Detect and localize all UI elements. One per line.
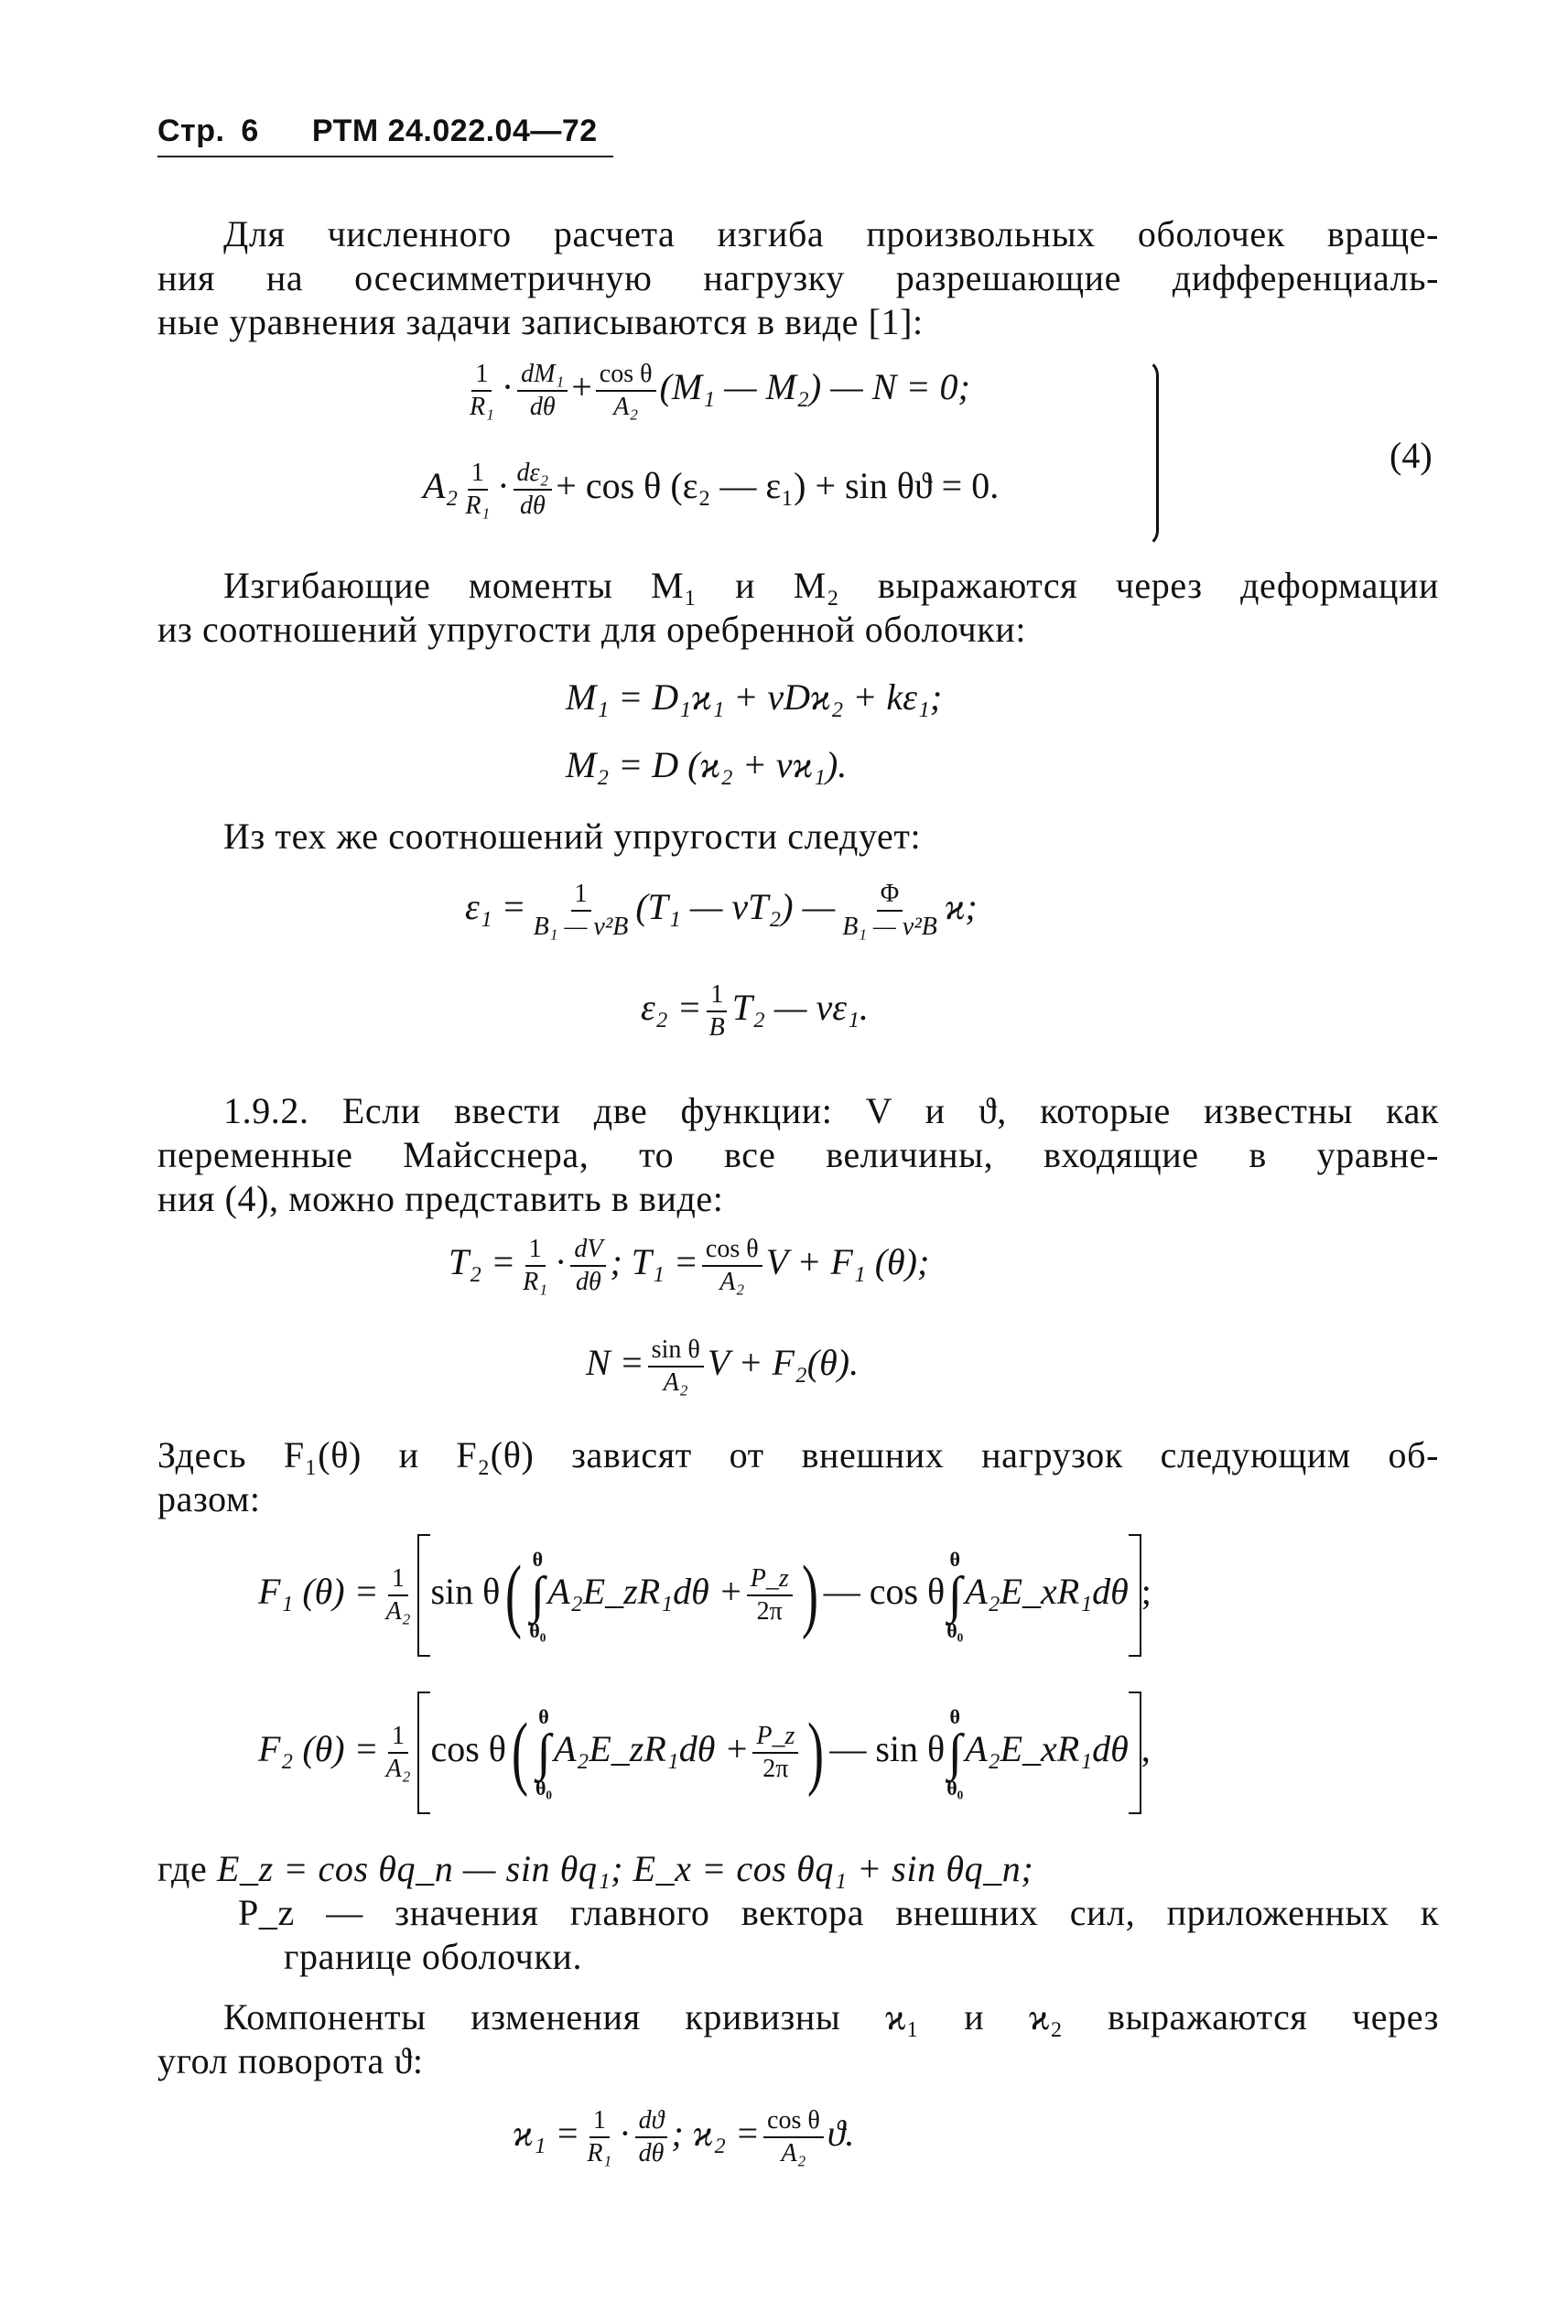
text-line: из соотношений упругости для оребренной оболочки: xyxy=(157,609,1027,650)
right-brace xyxy=(1140,359,1159,547)
paragraph-moments xyxy=(157,564,1439,652)
fraction: $\frac{1}{\text{A₂}}$ xyxy=(385,1564,411,1626)
text-line: P_z — значения главного вектора внешних сил, приложенных к xyxy=(238,1892,1439,1933)
paragraph-loads xyxy=(157,1433,1439,1521)
fraction: $\frac{\Phi}{\text{B₁ — ν²B}}$ xyxy=(842,880,937,941)
equation-eps1: ε₁ = $\frac{1}{\text{B₁ — ν²B}}$ (T₁ — νT₂) — $\frac{\Phi}{\text{B₁ — ν²B}}$ ϰ; xyxy=(465,880,978,941)
fraction: $\frac{\text{cos θ}}{\text{A₂}}$ xyxy=(596,359,656,423)
equation-4-line-1: $\frac{1}{\text{R₁}}$ · $\frac{\text{dM₁}}{d\theta}$ + $\frac{\text{cos θ}}{\text{A₂}}$ (M₁ — M₂) — N = 0; xyxy=(462,359,970,423)
text-line: Из тех же соотношений упругости следует: xyxy=(223,816,922,857)
fraction: $\frac{1}{\text{R₁}}$ xyxy=(523,1235,547,1296)
fraction: $\frac{dϑ}{d\theta}$ xyxy=(635,2105,668,2169)
left-paren: ( xyxy=(505,1550,523,1640)
equation-n: N = $\frac{\text{sin θ}}{\text{A₂}}$ V + F₂(θ). xyxy=(586,1335,860,1397)
where-block xyxy=(157,1847,1439,1979)
fraction: $\frac{1}{\text{R₁}}$ xyxy=(470,360,494,421)
paragraph-elasticity xyxy=(157,815,1439,859)
text-line: разом: xyxy=(157,1478,261,1519)
paragraph-curvature xyxy=(157,1995,1439,2083)
integral-sign: θ ∫ θ₀ xyxy=(946,1548,964,1642)
integral-sign: θ ∫ θ₀ xyxy=(535,1705,553,1800)
document-code: РТМ 24.022.04—72 xyxy=(311,113,598,148)
right-paren: ) xyxy=(801,1550,818,1640)
header-rule xyxy=(157,156,613,157)
right-bracket xyxy=(1129,1692,1141,1814)
fraction: $\frac{P\_z}{2\pi}$ xyxy=(752,1721,798,1785)
right-bracket xyxy=(1129,1534,1141,1657)
equation-t: T₂ = $\frac{1}{\text{R₁}}$ · $\frac{dV}{d\theta}$ ; T₁ = $\frac{\text{cos θ}}{\text{A₂}}$ V + F₁ (θ); xyxy=(449,1235,930,1296)
text-line: переменные Майсснера, то все величины, входящие в уравне- xyxy=(157,1134,1439,1175)
text-line: ния на осесимметричную нагрузку разрешающие дифференциаль- xyxy=(157,257,1439,298)
fraction: $\frac{1}{\text{B₁ — ν²B}}$ xyxy=(533,880,629,941)
text-line: ния (4), можно представить в виде: xyxy=(157,1178,724,1219)
integral-sign: θ ∫ θ₀ xyxy=(946,1705,964,1800)
fraction: $\frac{1}{\text{A₂}}$ xyxy=(385,1722,411,1783)
fraction: $\frac{1}{B}$ xyxy=(706,979,729,1043)
text-line: Компоненты изменения кривизны ϰ₁ и ϰ₂ выражаются через xyxy=(223,1996,1439,2038)
left-bracket xyxy=(417,1534,430,1657)
fraction: $\frac{dV}{d\theta}$ xyxy=(570,1234,606,1298)
equation-4-line-2: A₂ $\frac{1}{\text{R₁}}$ · $\frac{\text{dε₂}}{d\theta}$ + cos θ (ε₂ — ε₁) + sin θϑ = 0. xyxy=(423,459,1000,520)
equation-text: (M₁ — M₂) — N = 0; xyxy=(659,366,970,408)
text-line: где E_z = cos θq_n — sin θq₁; E_x = cos θq₁ + sin θq_n; xyxy=(157,1848,1034,1889)
equation-eps2: ε₂ = $\frac{1}{B}$ T₂ — νε₁. xyxy=(641,980,869,1042)
paragraph-meissner xyxy=(157,1089,1439,1221)
fraction: $\frac{1}{\text{R₁}}$ xyxy=(465,459,491,520)
fraction: $\frac{1}{\text{R₁}}$ xyxy=(587,2106,612,2167)
fraction: $\frac{P\_z}{2\pi}$ xyxy=(747,1563,793,1627)
page-label: Стр. xyxy=(157,113,225,148)
equation-m2: M₂ = D (ϰ₂ + νϰ₁). xyxy=(566,744,848,785)
text-line: Изгибающие моменты M₁ и M₂ выражаются через деформации xyxy=(223,565,1439,606)
text-line: угол поворота ϑ: xyxy=(157,2040,424,2081)
equation-f1: F₁ (θ) = $\frac{1}{\text{A₂}}$ sin θ( θ ∫ θ₀ A₂E_zR₁dθ + $\frac{P\_z}{2\pi}$ ) — cos θ θ ∫ θ₀ A₂E_xR₁dθ ; xyxy=(258,1534,1152,1657)
text-line: Для численного расчета изгиба произвольных оболочек враще- xyxy=(223,213,1439,254)
equation-text: + cos θ (ε₂ — ε₁) + sin θϑ = 0. xyxy=(556,465,1000,507)
fraction: $\frac{\text{sin θ}}{\text{A₂}}$ xyxy=(648,1335,704,1399)
equation-kappa: ϰ₁ = $\frac{1}{\text{R₁}}$ · $\frac{dϑ}{d\theta}$ ; ϰ₂ = $\frac{\text{cos θ}}{\text{A₂}}$ ϑ. xyxy=(513,2106,855,2167)
text-line: ные уравнения задачи записываются в виде [1]: xyxy=(157,301,924,342)
fraction: $\frac{\text{cos θ}}{\text{A₂}}$ xyxy=(702,1234,762,1298)
equation-m1: M₁ = D₁ϰ₁ + νDϰ₂ + kε₁; xyxy=(566,676,943,718)
equation-number: (4) xyxy=(1390,435,1433,476)
equation-f2: F₂ (θ) = $\frac{1}{\text{A₂}}$ cos θ( θ ∫ θ₀ A₂E_zR₁dθ + $\frac{P\_z}{2\pi}$ ) — sin θ θ ∫ θ₀ A₂E_xR₁dθ , xyxy=(258,1692,1151,1814)
text-line: 1.9.2. Если ввести две функции: V и ϑ, которые известны как xyxy=(223,1090,1439,1131)
integral-sign: θ ∫ θ₀ xyxy=(529,1548,546,1642)
text-line: границе оболочки. xyxy=(284,1936,583,1977)
right-paren: ) xyxy=(807,1707,825,1798)
page-number: 6 xyxy=(241,113,259,148)
left-paren: ( xyxy=(511,1707,528,1798)
page-header xyxy=(157,113,598,149)
fraction: $\frac{\text{cos θ}}{\text{A₂}}$ xyxy=(763,2105,824,2169)
fraction: $\frac{\text{dε₂}}{d\theta}$ xyxy=(514,458,553,522)
left-bracket xyxy=(417,1692,430,1814)
paragraph-intro xyxy=(157,212,1439,344)
fraction: $\frac{\text{dM₁}}{d\theta}$ xyxy=(517,359,568,423)
text-line: Здесь F₁(θ) и F₂(θ) зависят от внешних нагрузок следующим об- xyxy=(157,1434,1439,1475)
